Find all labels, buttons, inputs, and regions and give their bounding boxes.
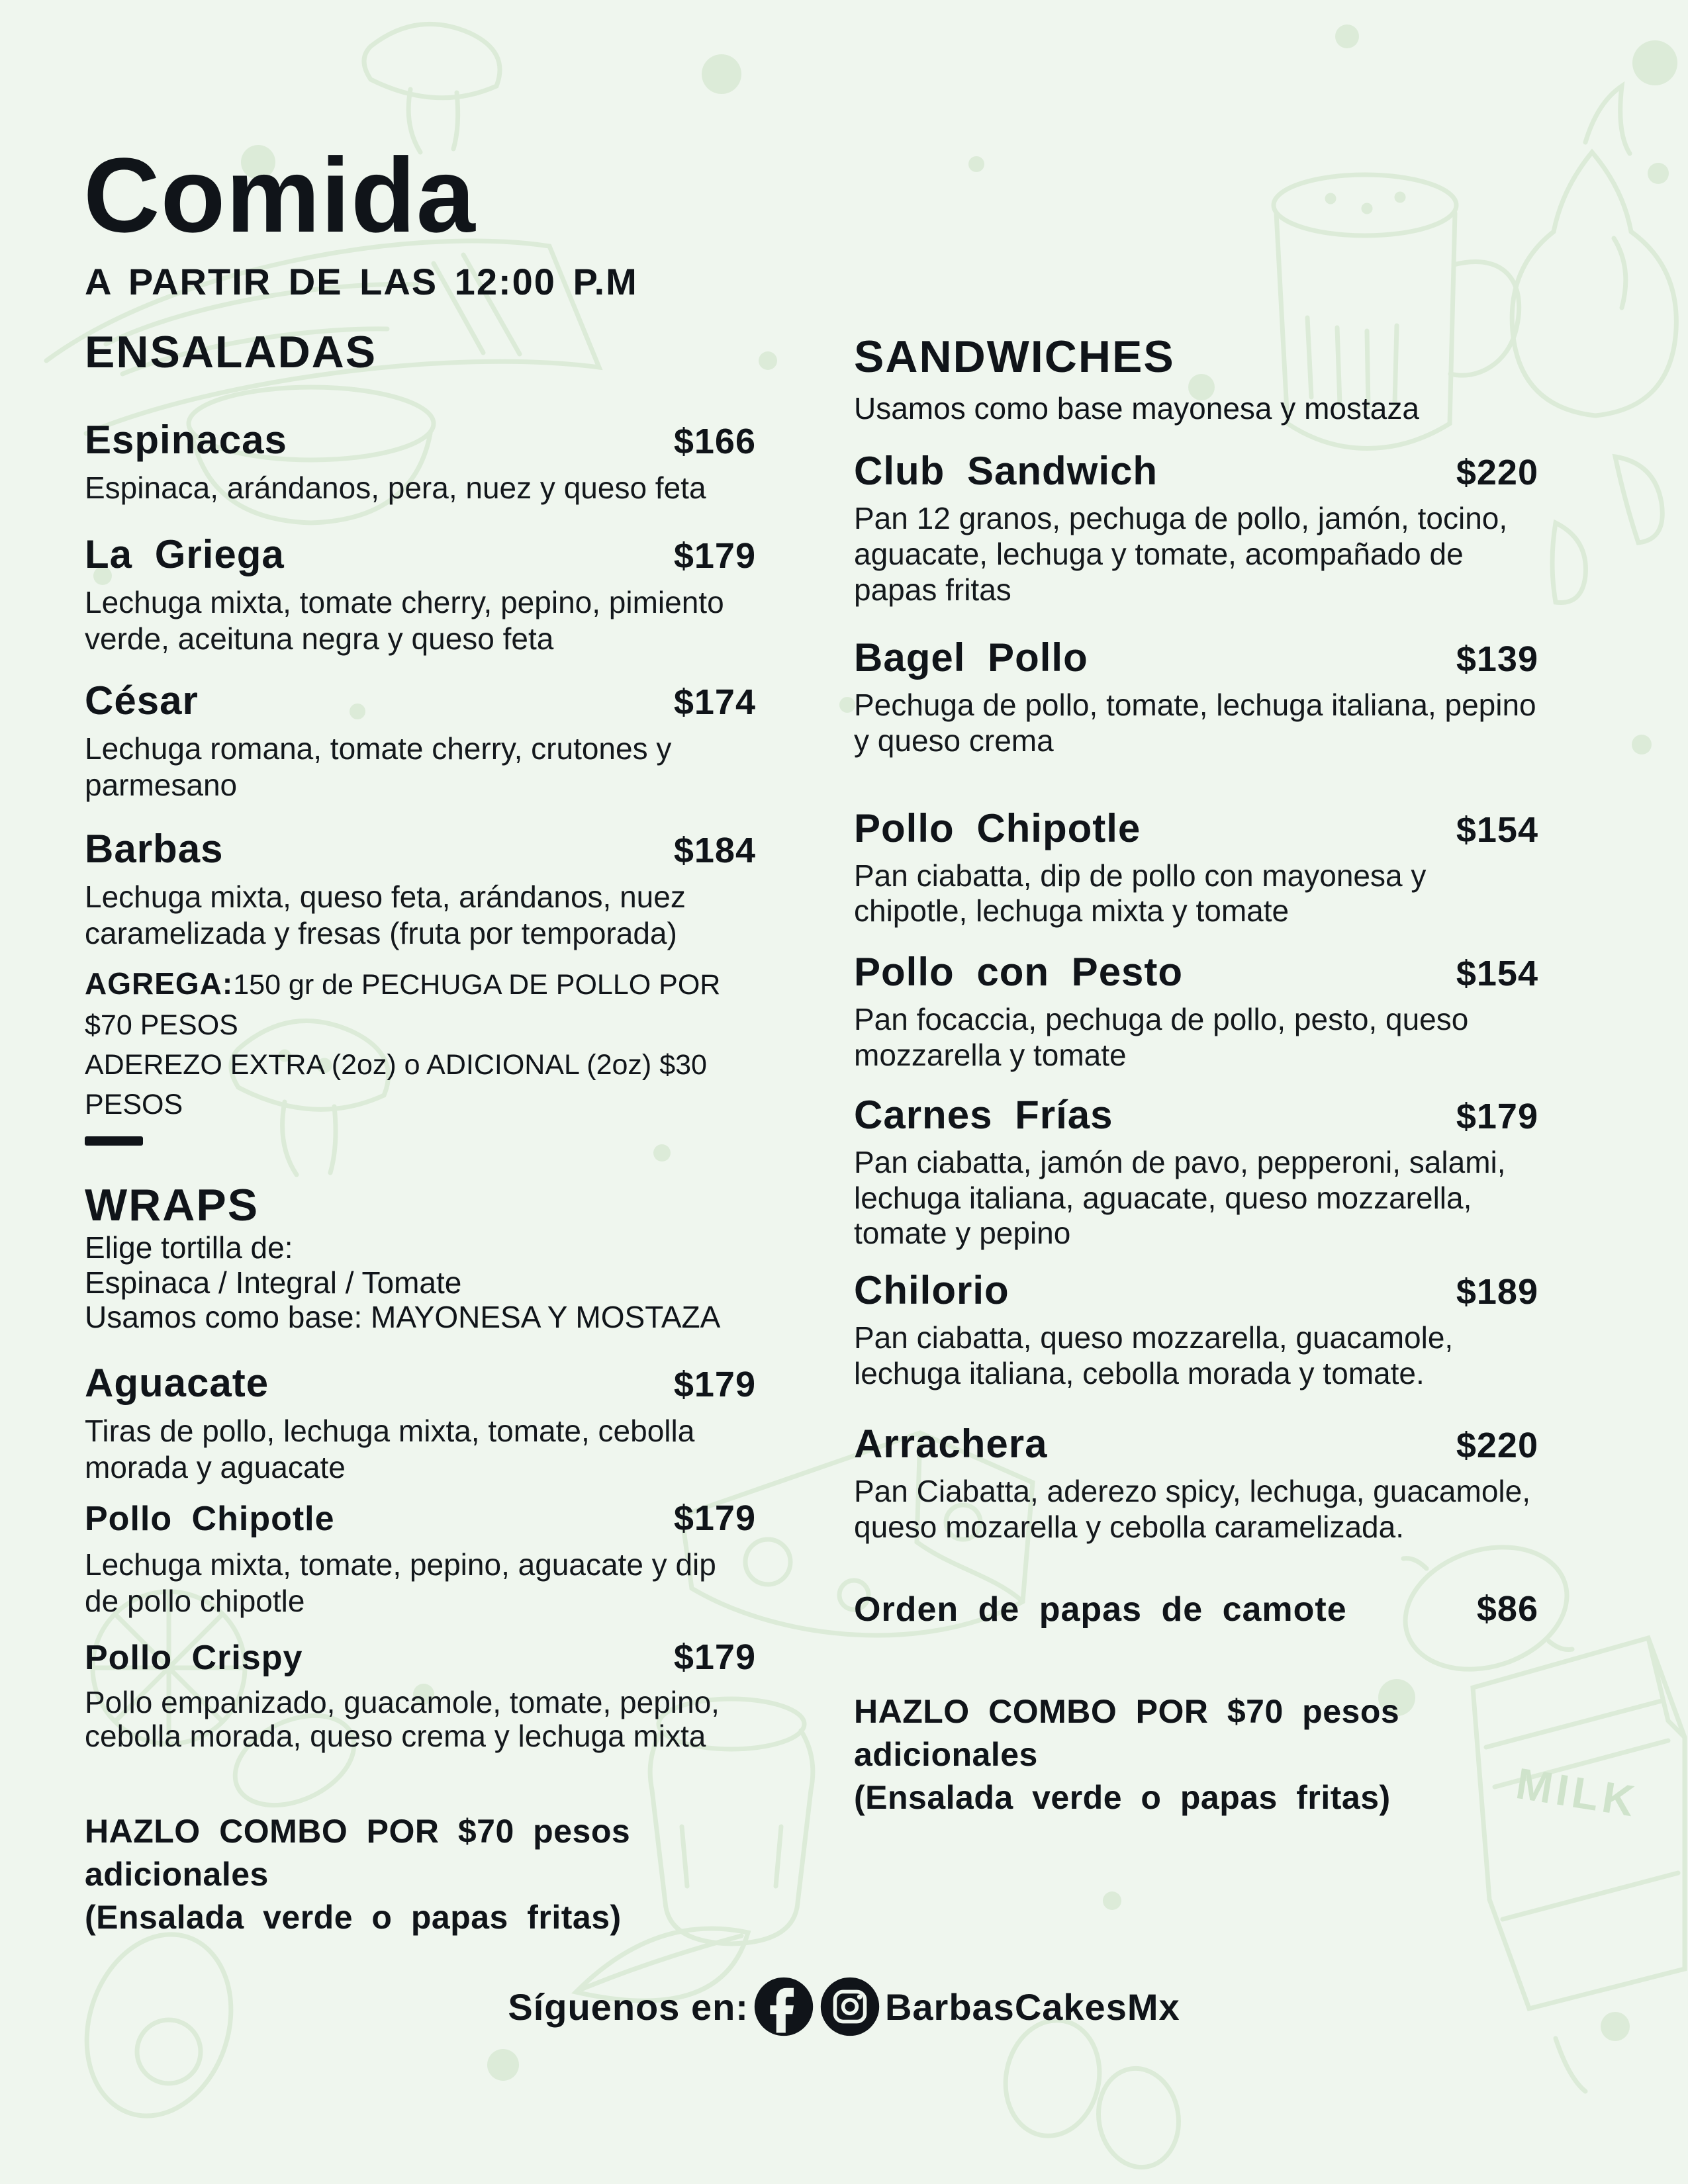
item-name: Pollo Crispy: [85, 1639, 303, 1678]
item-name: Pollo Chipotle: [85, 1499, 335, 1538]
item-price: $174: [673, 682, 756, 722]
page-title: Comida: [83, 136, 476, 254]
item-desc: Pan Ciabatta, aderezo spicy, lechuga, guacamole, queso mozarella y cebolla caramelizada.: [854, 1473, 1530, 1544]
item-desc: Pan ciabatta, dip de pollo con mayonesa y chipotle, lechuga mixta y tomate: [854, 858, 1427, 929]
menu-item: [85, 679, 756, 803]
item-price: $139: [1456, 639, 1538, 679]
item-name: Orden de papas de camote: [854, 1590, 1347, 1629]
item-price: $189: [1456, 1272, 1538, 1312]
item-price: $220: [1456, 1425, 1538, 1465]
item-desc: Pollo empanizado, guacamole, tomate, pepino, cebolla morada, queso crema y lechuga mixta: [85, 1685, 720, 1753]
item-name: Arrachera: [854, 1421, 1048, 1466]
combo-left-line2: (Ensalada verde o papas fritas): [85, 1898, 622, 1936]
combo-right-line2: (Ensalada verde o papas fritas): [854, 1779, 1391, 1817]
section-heading-wraps: WRAPS: [85, 1180, 259, 1231]
item-price: $154: [1456, 954, 1538, 994]
menu-item: [854, 1588, 1538, 1629]
item-name: La Griega: [85, 532, 285, 577]
item-desc: Lechuga mixta, tomate, pepino, aguacate y dip de pollo chipotle: [85, 1547, 716, 1619]
wraps-intro-line1: Elige tortilla de:: [85, 1230, 293, 1265]
agrega-note-bold: AGREGA:: [85, 966, 234, 1001]
wraps-intro: [85, 1230, 756, 1334]
item-name: Pollo Chipotle: [854, 805, 1141, 850]
item-desc: Tiras de pollo, lechuga mixta, tomate, cebolla morada y aguacate: [85, 1413, 695, 1484]
item-name: Barbas: [85, 826, 224, 871]
menu-item: [85, 827, 756, 952]
menu-item: [854, 1269, 1538, 1392]
menu-item: [85, 1637, 756, 1752]
item-desc: Lechuga mixta, tomate cherry, pepino, pimiento verde, aceituna negra y queso feta: [85, 585, 724, 657]
wraps-intro-line3: Usamos como base: MAYONESA Y MOSTAZA: [85, 1300, 721, 1335]
item-name: César: [85, 678, 199, 723]
combo-right-line1: HAZLO COMBO POR $70 pesos adicionales: [854, 1693, 1400, 1774]
follow-label: Síguenos en:: [508, 1985, 749, 2028]
menu-item: [854, 950, 1538, 1073]
item-price: $154: [1456, 809, 1538, 850]
item-price: $166: [673, 422, 756, 461]
item-name: Bagel Pollo: [854, 635, 1088, 680]
item-name: Espinacas: [85, 418, 287, 462]
item-price: $220: [1456, 453, 1538, 493]
item-desc: Lechuga mixta, queso feta, arándanos, nuez caramelizada y fresas (fruta por temporada): [85, 879, 686, 951]
section-heading-ensaladas: ENSALADAS: [85, 327, 377, 377]
item-price: $86: [1476, 1589, 1538, 1629]
item-name: Aguacate: [85, 1360, 269, 1405]
item-price: $179: [673, 536, 756, 576]
item-desc: Pan focaccia, pechuga de pollo, pesto, queso mozzarella y tomate: [854, 1002, 1469, 1072]
combo-left-line1: HAZLO COMBO POR $70 pesos adicionales: [85, 1812, 631, 1893]
item-desc: Espinaca, arándanos, pera, nuez y queso feta: [85, 471, 706, 505]
item-price: $184: [673, 830, 756, 870]
menu-item: [854, 636, 1538, 759]
item-name: Club Sandwich: [854, 449, 1158, 494]
item-name: Chilorio: [854, 1268, 1009, 1313]
page-subtitle: A PARTIR DE LAS 12:00 P.M: [85, 261, 638, 302]
menu-item: [85, 418, 756, 506]
section-heading-sandwiches: SANDWICHES: [854, 332, 1175, 382]
item-name: Carnes Frías: [854, 1092, 1113, 1137]
item-desc: Pan ciabatta, queso mozzarella, guacamole, lechuga italiana, cebolla morada y tomate.: [854, 1320, 1454, 1390]
item-price: $179: [673, 1498, 756, 1538]
menu-item: [854, 449, 1538, 608]
menu-item: [85, 533, 756, 657]
combo-note-left: [85, 1810, 756, 1939]
combo-note-right: [854, 1690, 1538, 1819]
menu-item: [854, 1093, 1538, 1251]
section-divider: [85, 1136, 143, 1146]
left-column: [85, 324, 756, 1939]
milk-doodle-label: MILK: [1513, 1758, 1642, 1827]
item-desc: Lechuga romana, tomate cherry, crutones y parmesano: [85, 731, 672, 802]
item-price: $179: [673, 1364, 756, 1404]
menu-item: [854, 1422, 1538, 1545]
right-column: [854, 324, 1538, 1819]
item-desc: Pan ciabatta, jamón de pavo, pepperoni, salami, lechuga italiana, aguacate, queso mozzarella, tomate y pepino: [854, 1144, 1506, 1251]
sandwiches-intro: Usamos como base mayonesa y mostaza: [854, 391, 1419, 426]
social-handle: BarbasCakesMx: [884, 1985, 1180, 2028]
item-name: Pollo con Pesto: [854, 950, 1184, 995]
facebook-icon: [753, 1976, 815, 2038]
item-price: $179: [1456, 1096, 1538, 1136]
agrega-note-line1: 150 gr de PECHUGA DE POLLO POR $70 PESOS: [85, 969, 721, 1041]
agrega-note-line2: ADEREZO EXTRA (2oz) o ADICIONAL (2oz) $30 PESOS: [85, 1048, 707, 1121]
menu-item: [854, 807, 1538, 930]
instagram-icon: [819, 1976, 881, 2038]
agrega-note: [85, 962, 756, 1124]
item-desc: Pechuga de pollo, tomate, lechuga italiana, pepino y queso crema: [854, 687, 1536, 758]
menu-item: [85, 1361, 756, 1486]
item-price: $179: [673, 1637, 756, 1678]
doodle-cashews: [1552, 457, 1662, 603]
wraps-intro-line2: Espinaca / Integral / Tomate: [85, 1265, 462, 1300]
footer: [0, 1976, 1688, 2038]
menu-item: [85, 1498, 756, 1619]
item-desc: Pan 12 granos, pechuga de pollo, jamón, tocino, aguacate, lechuga y tomate, acompañado de papas fritas: [854, 501, 1508, 608]
doodle-mushroom-top: [364, 24, 500, 152]
